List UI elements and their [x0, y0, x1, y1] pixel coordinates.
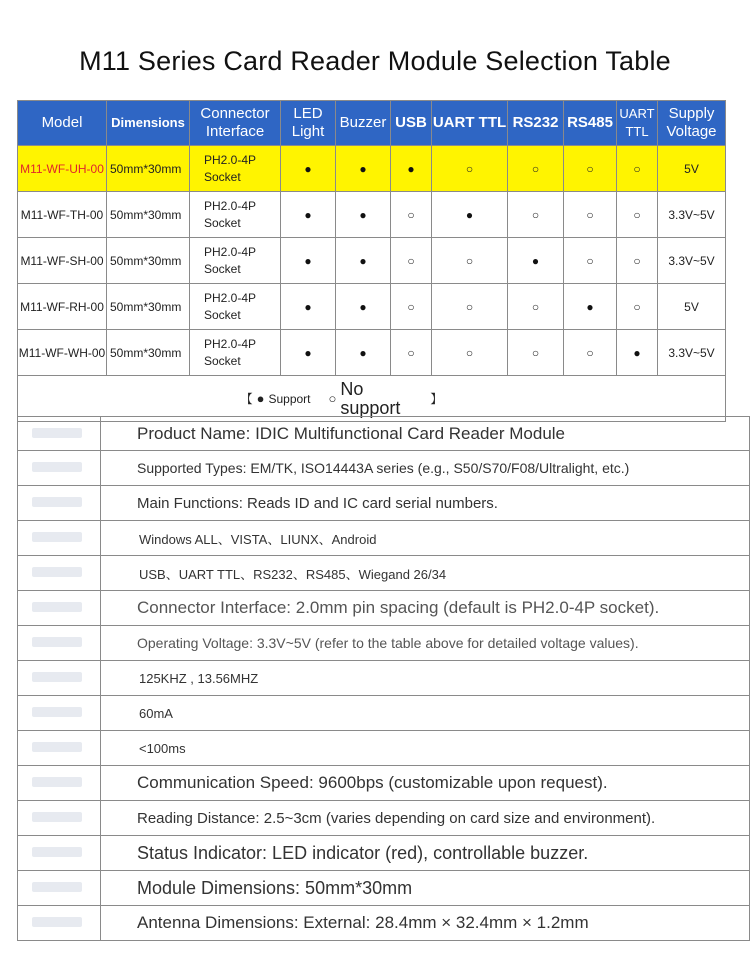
spec-reading-distance: Reading Distance: 2.5~3cm (varies depending on card size and environment). — [100, 801, 749, 836]
header-dimensions: Dimensions — [107, 101, 190, 146]
header-uart-ttl: UART TTL — [432, 101, 508, 146]
page-title: M11 Series Card Reader Module Selection Table — [79, 46, 671, 76]
model-cell: M11-WF-TH-00 — [18, 192, 107, 238]
dimensions-cell: 50mm*30mm — [107, 192, 190, 238]
legend-no-support: No support — [340, 378, 401, 418]
spec-operating-voltage: Operating Voltage: 3.3V~5V (refer to the table above for detailed voltage values). — [100, 626, 749, 661]
no-support-circle-icon: ○ — [328, 391, 337, 406]
rs232-cell: ○ — [508, 284, 564, 330]
voltage-cell: 5V — [658, 146, 726, 192]
led-cell: ● — [281, 284, 336, 330]
rs232-cell: ○ — [508, 192, 564, 238]
voltage-cell: 5V — [658, 284, 726, 330]
connector-cell: PH2.0-4P Socket — [190, 192, 281, 238]
buzzer-cell: ● — [336, 330, 391, 376]
spec-row — [18, 836, 750, 871]
uart-ttl-2-cell: ○ — [617, 238, 658, 284]
voltage-cell: 3.3V~5V — [658, 330, 726, 376]
connector-cell: PH2.0-4P Socket — [190, 284, 281, 330]
spec-os: Windows ALL、VISTA、LIUNX、Android — [100, 521, 749, 556]
uart-ttl-cell: ○ — [432, 238, 508, 284]
led-cell: ● — [281, 238, 336, 284]
spec-supported-types: Supported Types: EM/TK, ISO14443A series (e.g., S50/S70/F08/Ultralight, etc.) — [100, 451, 749, 486]
spec-row — [18, 696, 750, 731]
spec-interfaces: USB、UART TTL、RS232、RS485、Wiegand 26/34 — [100, 556, 749, 591]
rs485-cell: ○ — [564, 146, 617, 192]
voltage-cell: 3.3V~5V — [658, 192, 726, 238]
usb-cell: ○ — [391, 284, 432, 330]
spec-row — [18, 591, 750, 626]
model-cell: M11-WF-RH-00 — [18, 284, 107, 330]
support-dot-icon: ● — [256, 391, 265, 406]
rs232-cell: ○ — [508, 146, 564, 192]
header-uart-ttl-2: UART TTL — [617, 101, 658, 146]
connector-cell: PH2.0-4P Socket — [190, 330, 281, 376]
legend-cell — [18, 376, 726, 422]
header-buzzer: Buzzer — [336, 101, 391, 146]
legend-support: Support — [268, 391, 311, 406]
led-cell: ● — [281, 330, 336, 376]
table-row — [18, 146, 726, 192]
buzzer-cell: ● — [336, 192, 391, 238]
spec-row — [18, 417, 750, 451]
dimensions-cell: 50mm*30mm — [107, 146, 190, 192]
legend-open-bracket: 【 — [240, 392, 253, 406]
header-model: Model — [18, 101, 107, 146]
table-row — [18, 330, 726, 376]
model-cell: M11-WF-UH-00 — [18, 146, 107, 192]
model-cell: M11-WF-WH-00 — [18, 330, 107, 376]
dimensions-cell: 50mm*30mm — [107, 330, 190, 376]
uart-ttl-cell: ○ — [432, 330, 508, 376]
spec-row — [18, 766, 750, 801]
spec-row — [18, 451, 750, 486]
table-row — [18, 284, 726, 330]
spec-response-time: <100ms — [100, 731, 749, 766]
rs485-cell: ● — [564, 284, 617, 330]
table-header-row — [18, 101, 726, 146]
spec-row — [18, 486, 750, 521]
usb-cell: ● — [391, 146, 432, 192]
spec-row — [18, 801, 750, 836]
usb-cell: ○ — [391, 238, 432, 284]
spec-row — [18, 731, 750, 766]
legend-row — [18, 376, 726, 422]
rs232-cell: ● — [508, 238, 564, 284]
spec-module-dimensions: Module Dimensions: 50mm*30mm — [100, 871, 749, 906]
uart-ttl-cell: ○ — [432, 284, 508, 330]
spec-row — [18, 906, 750, 941]
spec-main-functions: Main Functions: Reads ID and IC card serial numbers. — [100, 486, 749, 521]
table-row — [18, 238, 726, 284]
connector-cell: PH2.0-4P Socket — [190, 238, 281, 284]
spec-frequency: 125KHZ , 13.56MHZ — [100, 661, 749, 696]
uart-ttl-2-cell: ● — [617, 330, 658, 376]
rs232-cell: ○ — [508, 330, 564, 376]
header-rs485: RS485 — [564, 101, 617, 146]
dimensions-cell: 50mm*30mm — [107, 238, 190, 284]
header-usb: USB — [391, 101, 432, 146]
rs485-cell: ○ — [564, 330, 617, 376]
selection-table — [17, 100, 726, 422]
spec-row — [18, 521, 750, 556]
spec-table — [17, 416, 750, 941]
voltage-cell: 3.3V~5V — [658, 238, 726, 284]
header-connector: Connector Interface — [190, 101, 281, 146]
usb-cell: ○ — [391, 192, 432, 238]
spec-row — [18, 661, 750, 696]
spec-connector-interface: Connector Interface: 2.0mm pin spacing (default is PH2.0-4P socket). — [100, 591, 749, 626]
uart-ttl-cell: ○ — [432, 146, 508, 192]
connector-cell: PH2.0-4P Socket — [190, 146, 281, 192]
uart-ttl-2-cell: ○ — [617, 192, 658, 238]
buzzer-cell: ● — [336, 284, 391, 330]
buzzer-cell: ● — [336, 238, 391, 284]
legend-close-bracket: 】 — [430, 392, 443, 406]
model-cell: M11-WF-SH-00 — [18, 238, 107, 284]
spec-antenna-dimensions: Antenna Dimensions: External: 28.4mm × 32.4mm × 1.2mm — [100, 906, 749, 941]
rs485-cell: ○ — [564, 238, 617, 284]
header-supply-voltage: Supply Voltage — [658, 101, 726, 146]
spec-row — [18, 626, 750, 661]
legend — [241, 380, 443, 418]
uart-ttl-2-cell: ○ — [617, 284, 658, 330]
header-led: LED Light — [281, 101, 336, 146]
buzzer-cell: ● — [336, 146, 391, 192]
table-row — [18, 192, 726, 238]
usb-cell: ○ — [391, 330, 432, 376]
spec-row — [18, 556, 750, 591]
uart-ttl-2-cell: ○ — [617, 146, 658, 192]
spec-row — [18, 871, 750, 906]
uart-ttl-cell: ● — [432, 192, 508, 238]
spec-communication-speed: Communication Speed: 9600bps (customizable upon request). — [100, 766, 749, 801]
rs485-cell: ○ — [564, 192, 617, 238]
led-cell: ● — [281, 146, 336, 192]
header-rs232: RS232 — [508, 101, 564, 146]
spec-product-name: Product Name: IDIC Multifunctional Card Reader Module — [100, 417, 749, 451]
dimensions-cell: 50mm*30mm — [107, 284, 190, 330]
spec-current: 60mA — [100, 696, 749, 731]
led-cell: ● — [281, 192, 336, 238]
spec-status-indicator: Status Indicator: LED indicator (red), controllable buzzer. — [100, 836, 749, 871]
